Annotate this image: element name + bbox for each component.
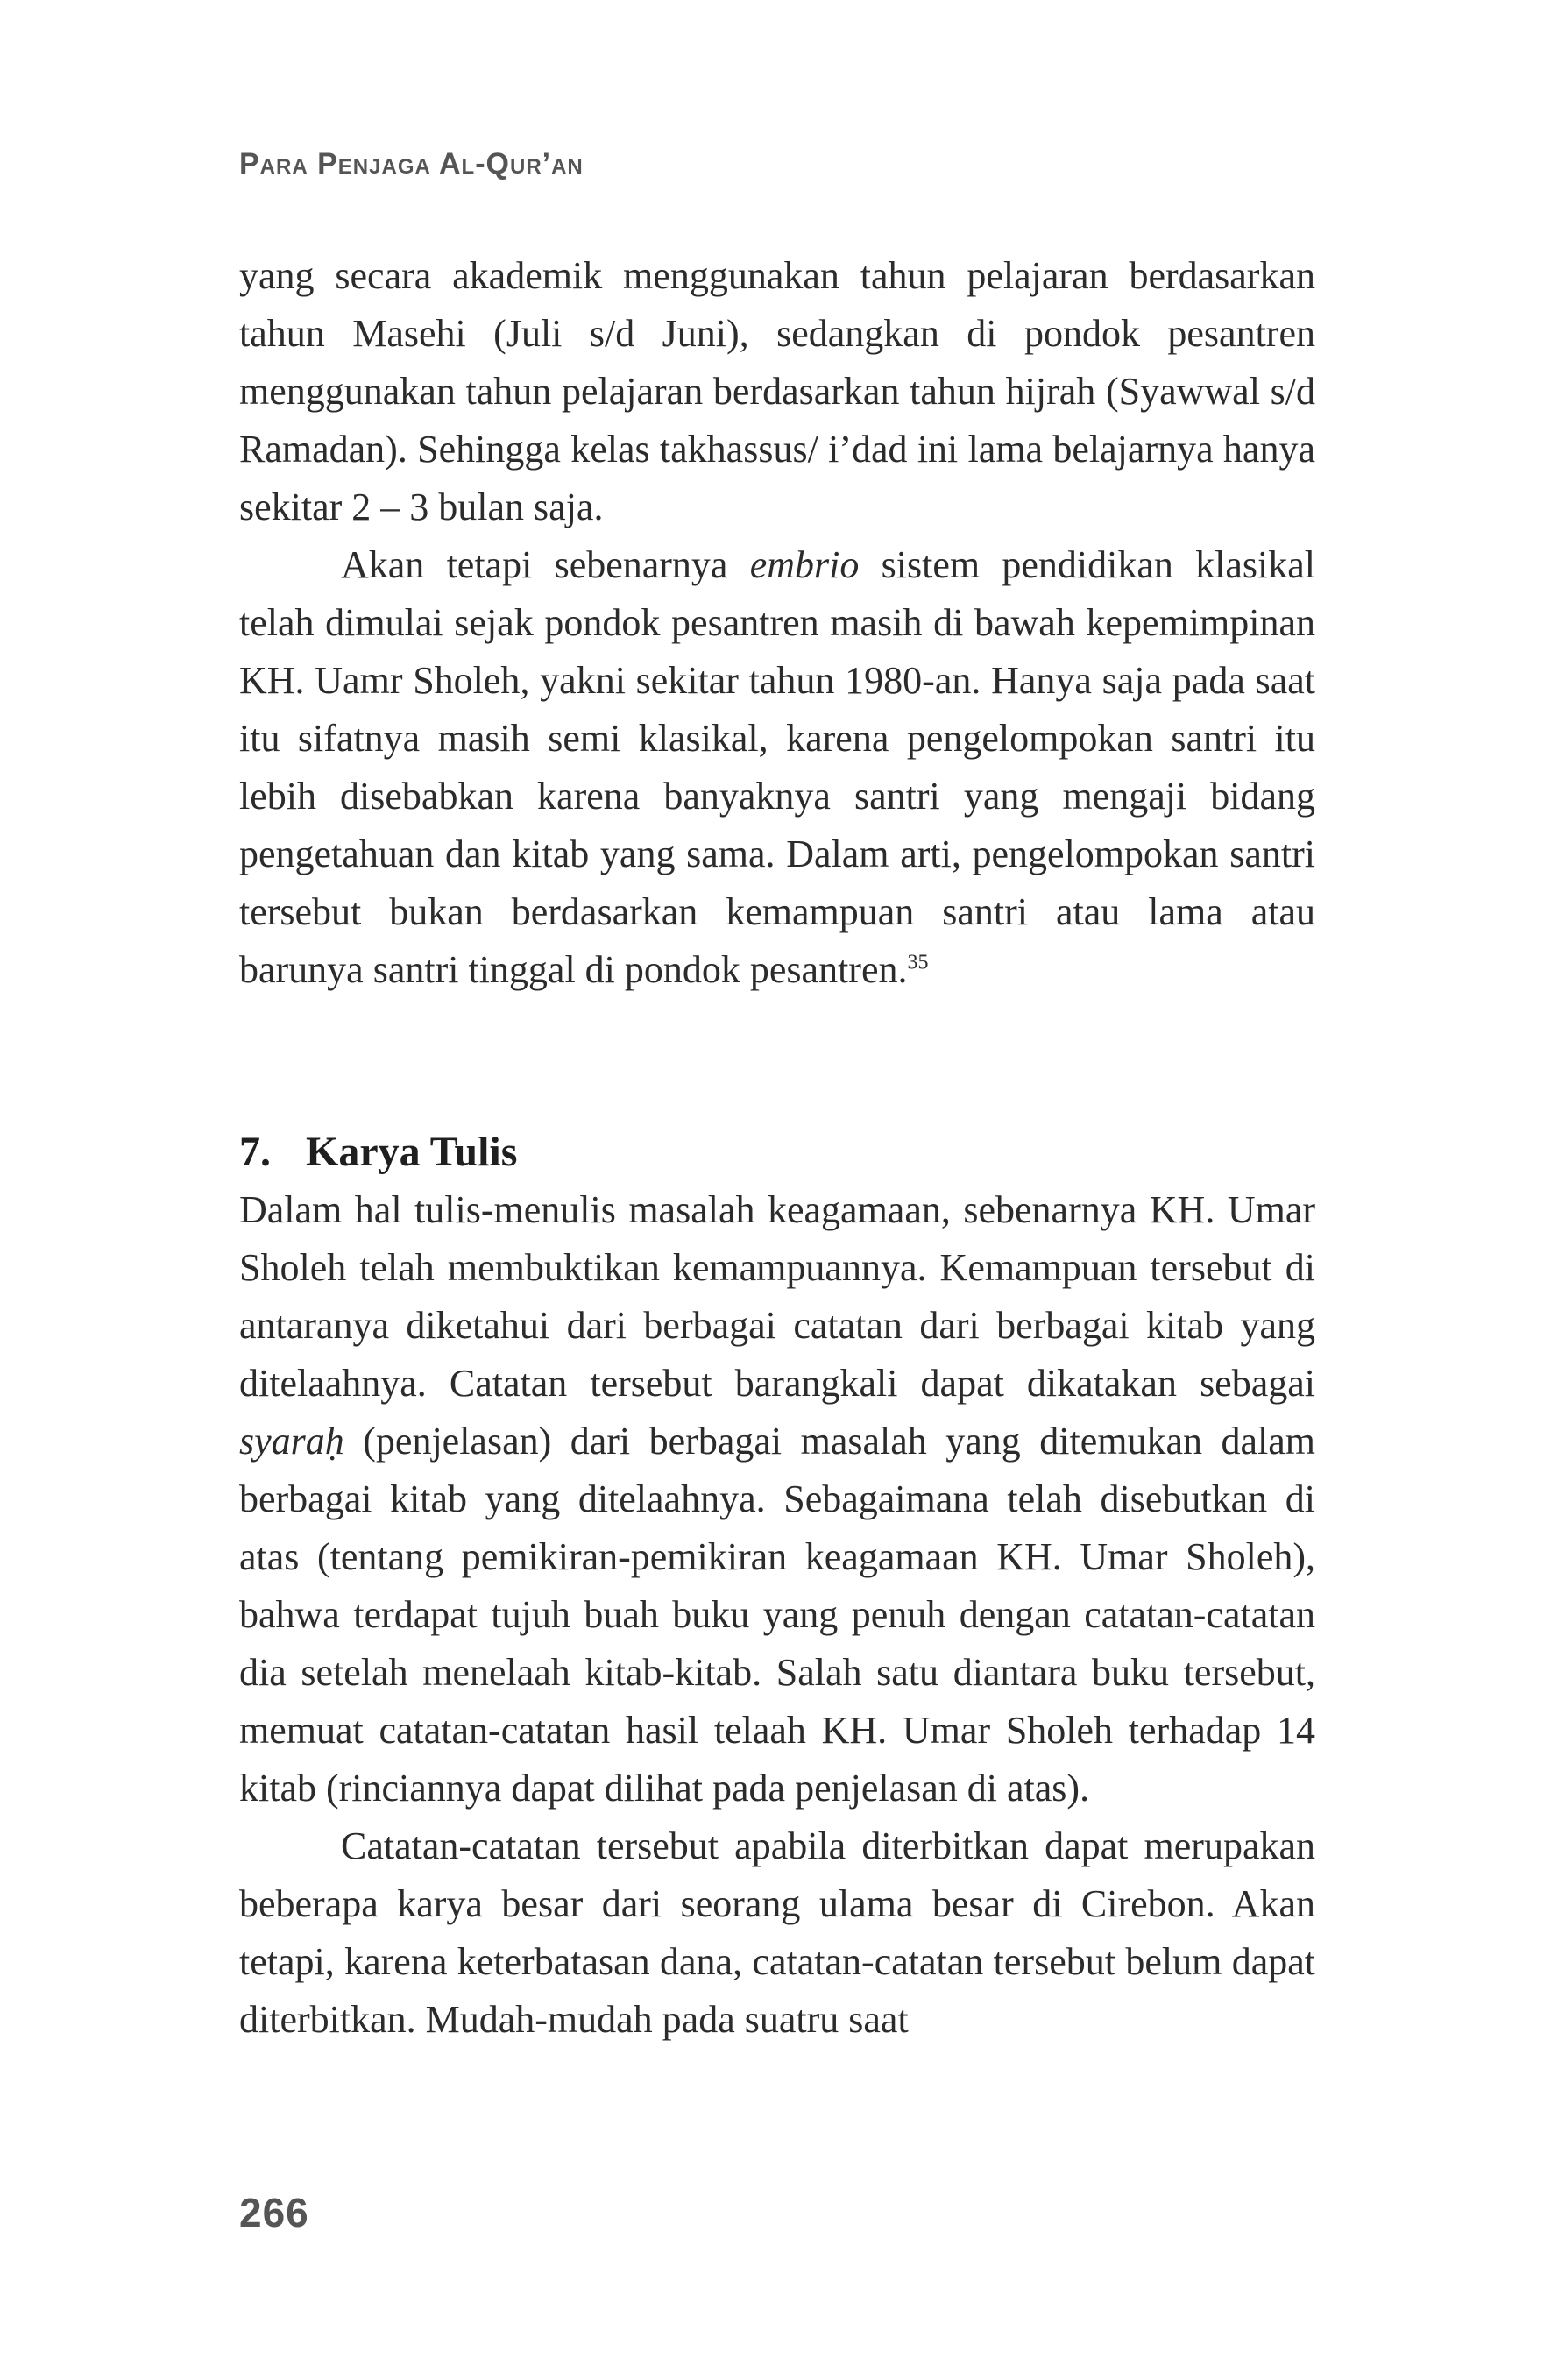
page-number: 266 <box>239 2190 309 2235</box>
paragraph-2 <box>239 536 1315 999</box>
paragraph-3 <box>239 1181 1315 1817</box>
paragraph-1: yang secara akademik menggunakan tahun pelajaran berdasarkan tahun Masehi (Juli s/d Juni), sedangkan di pondok pesantren menggunakan tahun pelajaran berdasarkan tahun hijrah (Syawwal s/d Ramadan). Sehingga kelas takhassus/ i’dad ini lama belajarnya hanya sekitar 2 – 3 bulan saja. <box>239 254 1315 528</box>
paragraph-3-text-a: Dalam hal tulis-menulis masalah keagamaan, sebenarnya KH. Umar Sholeh telah membuktikan kemampuannya. Kemampuan tersebut di antaranya diketahui dari berbagai catatan dari berbagai kitab yang ditelaahnya. Catatan tersebut barangkali dapat dikatakan sebagai <box>239 1188 1315 1405</box>
body-text-bottom <box>239 1181 1315 2049</box>
section-heading <box>239 1123 517 1181</box>
body-text-top <box>239 247 1315 999</box>
running-head: Para Penjaga Al-Qur’an <box>239 147 584 181</box>
paragraph-4: Catatan-catatan tersebut apabila diterbitkan dapat merupakan beberapa karya besar dari seorang ulama besar di Cirebon. Akan tetapi, karena keterbatasan dana, catatan-catatan tersebut belum dapat diterbitkan. Mudah-mudah pada suatru saat <box>239 1824 1315 2041</box>
paragraph-3-text-b: (penjelasan) dari berbagai masalah yang ditemukan dalam berbagai kitab yang ditelaahnya. Sebagaimana telah disebutkan di atas (tentang pemikiran-pemikiran keagamaan KH. Umar Sholeh), bahwa terdapat tujuh buah buku yang penuh dengan catatan-catatan dia setelah menelaah kitab-kitab. Salah satu diantara buku tersebut, memuat catatan-catatan hasil telaah KH. Umar Sholeh terhadap 14 kitab (rinciannya dapat dilihat pada penjelasan di atas). <box>239 1420 1315 1810</box>
section-title: Karya Tulis <box>306 1129 518 1175</box>
paragraph-2-text-b: sistem pendidikan klasikal telah dimulai sejak pondok pesantren masih di bawah kepemimpinan KH. Uamr Sholeh, yakni sekitar tahun 1980-an. Hanya saja pada saat itu sifatnya masih semi klasikal, karena pengelompokan santri itu lebih disebabkan karena banyaknya santri yang mengaji bidang pengetahuan dan kitab yang sama. Dalam arti, pengelompokan santri tersebut bukan berdasarkan kemampuan santri atau lama atau barunya santri tinggal di pondok pesantren. <box>239 543 1315 991</box>
section-number: 7. <box>239 1129 271 1175</box>
italic-term-embrio: embrio <box>749 543 860 586</box>
paragraph-2-text-a: Akan tetapi sebenarnya <box>341 543 750 586</box>
footnote-marker[interactable]: 35 <box>907 951 929 974</box>
italic-term-syarah: syaraḥ <box>239 1420 344 1463</box>
